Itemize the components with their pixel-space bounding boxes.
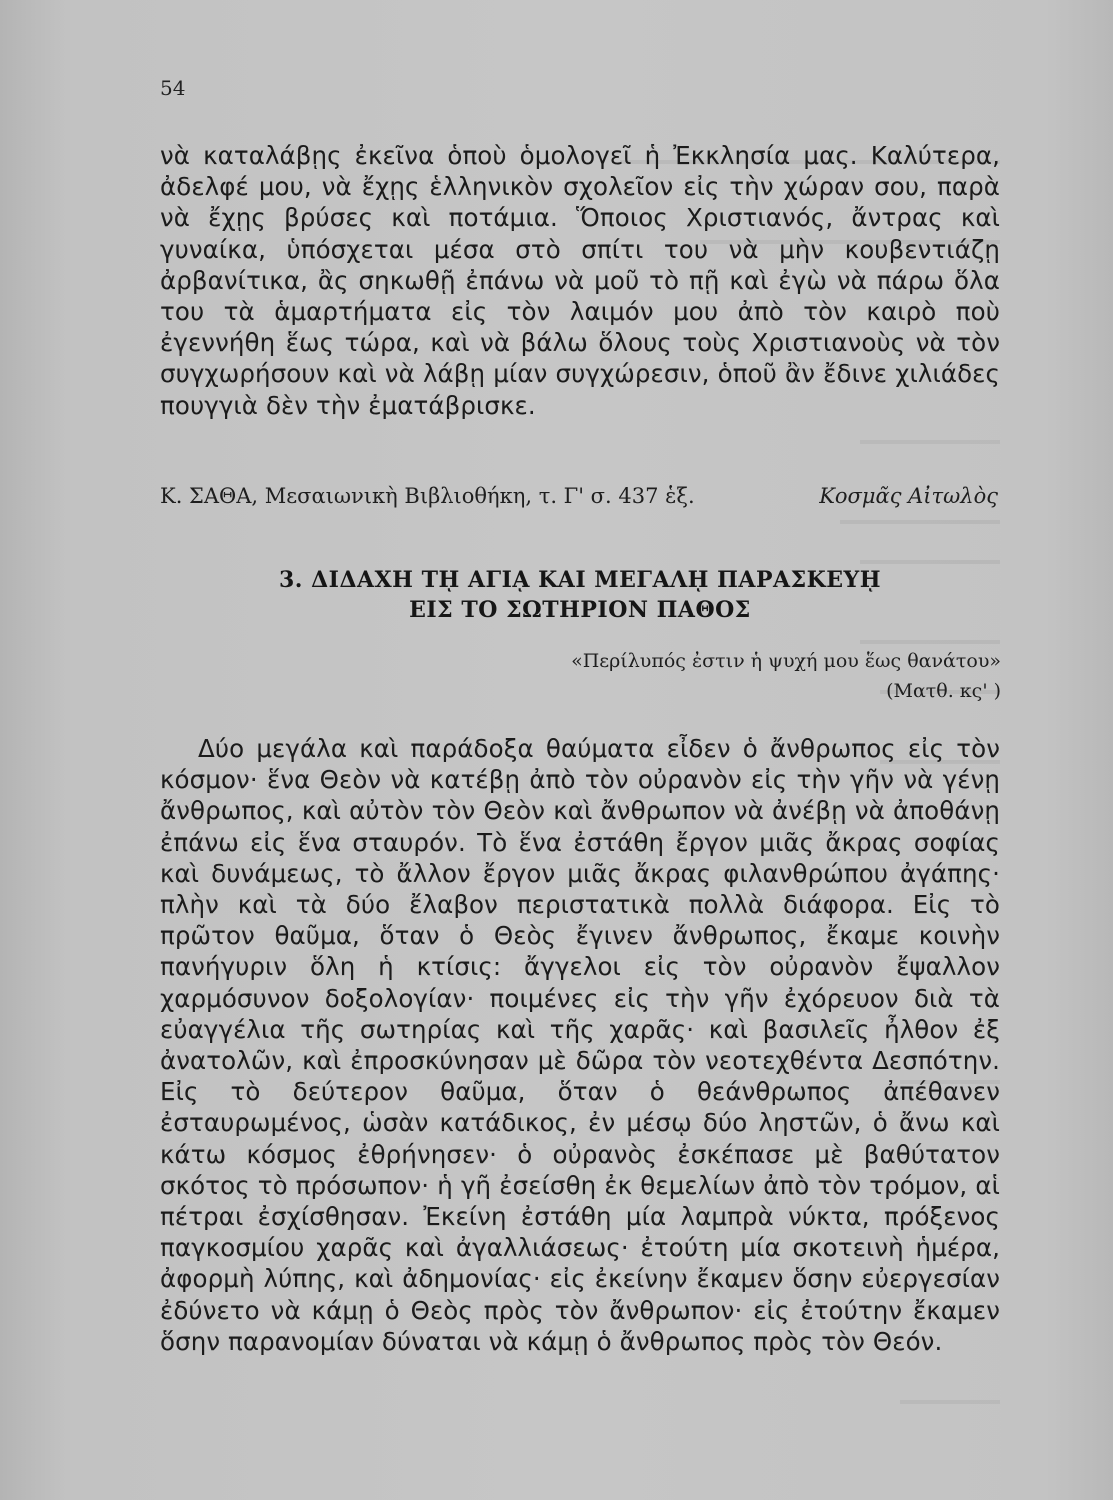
epigraph-quote: «Περίλυπός ἐστιν ἡ ψυχή μου ἕως θανάτου» xyxy=(571,650,1001,672)
body-paragraph-2: Δύο μεγάλα καὶ παράδοξα θαύματα εἶδεν ὁ ἄνθρωπος εἰς τὸν κόσμον· ἕνα Θεὸν νὰ κατέβῃ ἀπὸ τὸν οὐρανὸν εἰς τὴν γῆν νὰ γένῃ ἄνθρωπος, καὶ αὐτὸν τὸν Θεὸν καὶ ἄνθρωπον νὰ ἀνέβῃ νὰ ἀποθάνῃ ἐπάνω εἰς ἕνα σταυρόν. Τὸ ἕνα ἐστάθη ἔργον μιᾶς ἄκρας σοφίας καὶ δυνάμεως, τὸ ἄλλον ἔργον μιᾶς ἄκρας φιλανθρώπου ἀγάπης· πλὴν καὶ τὰ δύο ἔλαβον περιστατικὰ πολλὰ διάφορα. Εἰς τὸ πρῶτον θαῦμα, ὅταν ὁ Θεὸς ἔγινεν ἄνθρωπος, ἔκαμε κοινὴν πανήγυριν ὅλη ἡ κτίσις: ἄγγελοι εἰς τὸν οὐρανὸν ἔψαλλον χαρμόσυνον δοξολογίαν· ποιμένες εἰς τὴν γῆν ἐχόρευον διὰ τὰ εὐαγγέλια τῆς σωτηρίας καὶ τῆς χαρᾶς· καὶ βασιλεῖς ἦλθον ἐξ ἀνατολῶν, καὶ ἐπροσκύνησαν μὲ δῶρα τὸν νεοτεχθέντα Δεσπότην. Εἰς τὸ δεύτερον θαῦμα, ὅταν ὁ θεάνθρωπος ἀπέθανεν ἐσταυρωμένος, ὡσὰν κατάδικος, ἐν μέσῳ δύο ληστῶν, ὁ ἄνω καὶ κάτω κόσμος ἐθρήνησεν· ὁ οὐρανὸς ἐσκέπασε μὲ βαθύτατον σκότος τὸ πρόσωπον· ἡ γῆ ἐσείσθη ἐκ θεμελίων ἀπὸ τὸν τρόμον, αἱ πέτραι ἐσχίσθησαν. Ἐκείνη ἐστάθη μία λαμπρὰ νύκτα, πρόξενος παγκοσμίου χαρᾶς καὶ ἀγαλλιάσεως· ἐτούτη μία σκοτεινὴ ἡμέρα, ἀφορμὴ λύπης, καὶ ἀδημονίας· εἰς ἐκείνην ἔκαμεν ὅσην εὐεργεσίαν ἐδύνετο νὰ κάμῃ ὁ Θεὸς πρὸς τὸν ἄνθρωπον· εἰς ἐτούτην ἔκαμεν ὅσην παρανομίαν δύναται νὰ κάμῃ ὁ ἄνθρωπος πρὸς τὸν Θεόν. xyxy=(160,734,1000,1356)
page-number: 54 xyxy=(160,76,186,100)
citation-author: Κοσμᾶς Αἰτωλὸς xyxy=(819,484,998,508)
body-paragraph-1: νὰ καταλάβῃς ἐκεῖνα ὁποὺ ὁμολογεῖ ἡ Ἐκκλησία μας. Καλύτερα, ἀδελφέ μου, νὰ ἔχῃς ἑλληνικὸν σχολεῖον εἰς τὴν χώραν σου, παρὰ νὰ ἔχῃς βρύσες καὶ ποτάμια. Ὅποιος Χριστιανός, ἄντρας καὶ γυναίκα, ὑπόσχεται μέσα στὸ σπίτι του νὰ μὴν κουβεντιάζῃ ἀρβανίτικα, ἂς σηκωθῇ ἐπάνω νὰ μοῦ τὸ πῇ καὶ ἐγὼ νὰ πάρω ὅλα του τὰ ἁμαρτήματα εἰς τὸν λαιμόν μου ἀπὸ τὸν καιρὸ ποὺ ἐγεννήθη ἕως τώρα, καὶ νὰ βάλω ὅλους τοὺς Χριστιανοὺς νὰ τὸν συγχωρήσουν καὶ νὰ λάβῃ μίαν συγχώρεσιν, ὁποῦ ἂν ἔδινε χιλιάδες πουγγιὰ δὲν τὴν ἐματάβρισκε. xyxy=(160,141,1000,420)
epigraph xyxy=(571,646,1001,706)
section-heading-line-2: ΕΙΣ ΤΟ ΣΩΤΗΡΙΟΝ ΠΑΘΟΣ xyxy=(409,597,751,623)
epigraph-reference: (Ματθ. κς' ) xyxy=(886,680,1001,702)
section-heading-line-1: 3. ΔΙΔΑΧΗ Τῌ ΑΓΙᾼ ΚΑΙ ΜΕΓΑΛῌ ΠΑΡΑΣΚΕΥῌ xyxy=(278,567,882,593)
citation-source: Κ. ΣΑΘΑ, Μεσαιωνικὴ Βιβλιοθήκη, τ. Γ' σ. 437 ἑξ. xyxy=(160,484,695,508)
